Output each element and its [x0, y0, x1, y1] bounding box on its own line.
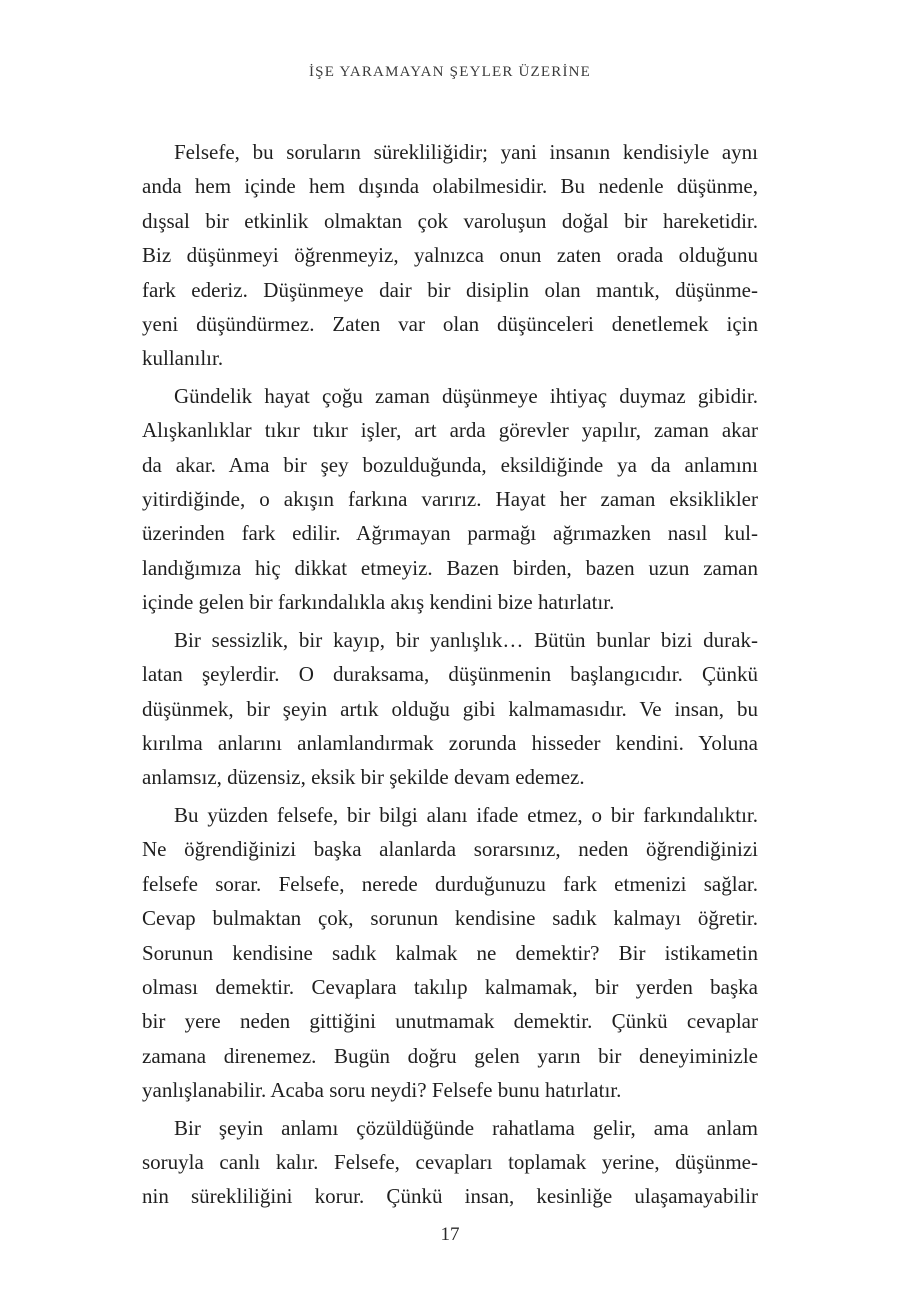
text-line: Gündelik hayat çoğu zaman düşünmeye ihtiyaç duymaz gibidir.	[174, 383, 758, 408]
text-line: yeni düşündürmez. Zaten var olan düşünceleri denetlemek için	[142, 311, 758, 336]
text-line: zamana direnemez. Bugün doğru gelen yarın bir deneyiminizle	[142, 1043, 758, 1068]
text-line: landığımıza hiç dikkat etmeyiz. Bazen birden, bazen uzun zaman	[142, 555, 758, 580]
text-line: Bu yüzden felsefe, bir bilgi alanı ifade etmez, o bir farkındalıktır.	[174, 802, 758, 827]
text-line: üzerinden fark edilir. Ağrımayan parmağı ağrımazken nasıl kul-	[142, 521, 758, 546]
text-line: Bir sessizlik, bir kayıp, bir yanlışlık… Bütün bunlar bizi durak-	[174, 627, 758, 652]
text-line: Cevap bulmaktan çok, sorunun kendisine sadık kalmayı öğretir.	[142, 906, 758, 931]
text-line: Felsefe, bu soruların sürekliliğidir; yani insanın kendisiyle aynı	[174, 140, 758, 164]
text-line: düşünmek, bir şeyin artık olduğu gibi kalmamasıdır. Ve insan, bu	[142, 696, 758, 721]
paragraph	[142, 379, 758, 620]
text-line: da akar. Ama bir şey bozulduğunda, eksildiğinde ya da anlamını	[142, 452, 758, 477]
text-line: latan şeylerdir. O duraksama, düşünmenin başlangıcıdır. Çünkü	[142, 662, 758, 687]
body-text	[142, 135, 758, 1217]
text-line: fark ederiz. Düşünmeye dair bir disiplin olan mantık, düşünme-	[142, 277, 758, 302]
paragraph	[142, 1111, 758, 1214]
page-number: 17	[440, 1224, 460, 1245]
text-line: Ne öğrendiğinizi başka alanlarda sorarsınız, neden öğrendiğinizi	[142, 837, 758, 862]
text-line: olması demektir. Cevaplara takılıp kalmamak, bir yerden başka	[142, 974, 758, 999]
text-line: soruyla canlı kalır. Felsefe, cevapları toplamak yerine, düşünme-	[142, 1150, 758, 1175]
text-line: dışsal bir etkinlik olmaktan çok varoluşun doğal bir hareketidir.	[142, 208, 758, 233]
text-line: Biz düşünmeyi öğrenmeyiz, yalnızca onun zaten orada olduğunu	[142, 243, 758, 268]
text-line: Bir şeyin anlamı çözüldüğünde rahatlama gelir, ama anlam	[174, 1115, 758, 1140]
paragraph	[142, 798, 758, 1108]
text-line: bir yere neden gittiğini unutmamak demektir. Çünkü cevaplar	[142, 1009, 758, 1034]
text-line: kullanılır.	[142, 346, 224, 371]
text-line: Sorunun kendisine sadık kalmak ne demektir? Bir istikametin	[142, 940, 758, 965]
text-line: nin sürekliliğini korur. Çünkü insan, kesinliğe ulaşamayabilir	[142, 1184, 758, 1209]
text-line: yitirdiğinde, o akışın farkına varırız. Hayat her zaman eksiklikler	[142, 487, 758, 512]
text-line: yanlışlanabilir. Acaba soru neydi? Felsefe bunu hatırlatır.	[142, 1078, 622, 1103]
text-line: anda hem içinde hem dışında olabilmesidir. Bu nedenle düşünme,	[142, 174, 758, 199]
running-header: İŞE YARAMAYAN ŞEYLER ÜZERİNE	[308, 64, 592, 80]
paragraph	[142, 135, 758, 376]
text-line: Alışkanlıklar tıkır tıkır işler, art arda görevler yapılır, zaman akar	[142, 418, 758, 443]
text-line: kırılma anlarını anlamlandırmak zorunda hisseder kendini. Yoluna	[142, 731, 758, 756]
paragraph	[142, 623, 758, 795]
text-line: felsefe sorar. Felsefe, nerede durduğunuzu fark etmenizi sağlar.	[142, 871, 758, 896]
text-line: içinde gelen bir farkındalıkla akış kendini bize hatırlatır.	[142, 590, 615, 615]
text-line: anlamsız, düzensiz, eksik bir şekilde devam edemez.	[142, 765, 585, 790]
